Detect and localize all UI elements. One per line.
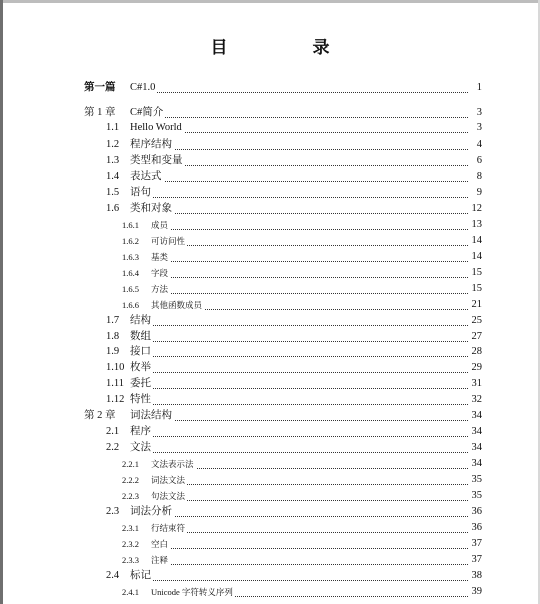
toc-entry-page: 38 xyxy=(470,568,483,584)
toc-leader-dots xyxy=(151,484,468,501)
toc-entry-number: 第一篇 xyxy=(84,82,116,93)
toc-entry-title: 委托 xyxy=(130,376,153,392)
toc-entry-number: 第 1 章 xyxy=(84,107,116,118)
toc-entry-title: 程序 xyxy=(130,424,153,440)
page-border-top xyxy=(0,0,540,3)
toc-leader-dots xyxy=(130,372,468,389)
toc-leader-dots xyxy=(151,245,468,262)
toc-entry-number: 1.12 xyxy=(106,394,125,405)
toc-entry-title: 类型和变量 xyxy=(130,153,185,169)
toc-leader-dots xyxy=(130,76,468,93)
toc-leader-dots xyxy=(151,452,468,469)
toc-entry-number: 2.3 xyxy=(106,506,120,517)
toc-leader-dots xyxy=(151,229,468,246)
toc-leader-dots xyxy=(130,500,468,517)
toc-entry-number: 2.3.3 xyxy=(122,555,139,565)
toc-entry-number: 1.6.6 xyxy=(122,300,139,310)
toc-entry-page: 28 xyxy=(470,344,483,360)
toc-leader-dots xyxy=(151,213,468,230)
toc-leader-dots xyxy=(130,197,468,214)
toc-entry-title: 类和对象 xyxy=(130,201,174,217)
toc-leader-dots xyxy=(130,564,468,581)
toc-entry-page: 8 xyxy=(475,169,482,185)
toc-entry-title: 表达式 xyxy=(130,169,164,185)
toc-entry-title: 枚举 xyxy=(130,360,153,376)
toc-entry-number: 第 2 章 xyxy=(84,410,116,421)
toc-entry-number: 1.6.5 xyxy=(122,284,139,294)
toc-entry-number: 1.2 xyxy=(106,139,120,150)
toc-entry-page: 14 xyxy=(470,233,483,249)
toc-entry-title: Hello World xyxy=(130,120,184,136)
toc-entry-page: 9 xyxy=(475,185,482,201)
toc-entry-number: 1.6.1 xyxy=(122,220,139,230)
toc-entry-title: 词法分析 xyxy=(130,504,174,520)
toc-entry-number: 1.9 xyxy=(106,346,120,357)
toc-leader-dots xyxy=(130,181,468,198)
toc-entry-title: 基类 xyxy=(151,249,170,265)
toc-entry-title: 数组 xyxy=(130,329,153,345)
toc-entry-page: 36 xyxy=(470,520,483,536)
toc-entry-number: 1.4 xyxy=(106,171,120,182)
toc-entry-page: 29 xyxy=(470,360,483,376)
toc-entry-number: 1.11 xyxy=(106,378,124,389)
toc-entry-number: 1.1 xyxy=(106,122,120,133)
toc-entry-title: 注释 xyxy=(151,552,170,568)
toc-leader-dots xyxy=(130,356,468,373)
toc-entry-title: 方法 xyxy=(151,281,170,297)
toc-entry-title: C#简介 xyxy=(130,105,165,121)
toc-entry xyxy=(0,584,540,600)
toc-entry-title: 其他函数成员 xyxy=(151,297,204,313)
toc-entry-page: 4 xyxy=(475,137,482,153)
toc-entry-page: 34 xyxy=(470,408,483,424)
toc-leader-dots xyxy=(130,404,468,421)
toc-leader-dots xyxy=(151,532,468,549)
toc-entry-page: 13 xyxy=(470,217,483,233)
toc-entry-number: 1.3 xyxy=(106,155,120,166)
toc-leader-dots xyxy=(130,420,468,437)
toc-leader-dots xyxy=(151,468,468,485)
toc-entry-page: 34 xyxy=(470,440,483,456)
toc-entry-page: 34 xyxy=(470,424,483,440)
toc-entry-title: 空白 xyxy=(151,536,170,552)
toc-entry-title: 字段 xyxy=(151,265,170,281)
toc-entry-page: 35 xyxy=(470,488,483,504)
toc-leader-dots xyxy=(130,340,468,357)
toc-entry-title: 行结束符 xyxy=(151,520,187,536)
toc-entry-page: 3 xyxy=(475,120,482,136)
toc-entry-number: 1.10 xyxy=(106,362,125,373)
toc-leader-dots xyxy=(151,516,468,533)
toc-entry-page: 37 xyxy=(470,552,483,568)
toc-entry-number: 1.5 xyxy=(106,187,120,198)
toc-entry-page: 15 xyxy=(470,281,483,297)
toc-entry-number: 2.2 xyxy=(106,442,120,453)
toc-leader-dots xyxy=(151,261,468,278)
toc-leader-dots xyxy=(130,309,468,326)
toc-entry-page: 3 xyxy=(475,105,482,121)
toc-entry-number: 1.6.4 xyxy=(122,268,139,278)
toc-entry-page: 39 xyxy=(470,584,483,600)
toc-leader-dots xyxy=(130,388,468,405)
toc-entry-number: 1.6.2 xyxy=(122,236,139,246)
toc-entry-page: 12 xyxy=(470,201,483,217)
toc-entry-title: C#1.0 xyxy=(130,80,157,96)
toc-entry-number: 1.6 xyxy=(106,203,120,214)
toc-entry-title: 文法 xyxy=(130,440,153,456)
toc-entry-number: 2.4 xyxy=(106,570,120,581)
toc-entry-page: 21 xyxy=(470,297,483,313)
toc-entry-page: 6 xyxy=(475,153,482,169)
toc-leader-dots xyxy=(151,548,468,565)
page-title: 目 录 xyxy=(210,38,364,57)
toc-entry-page: 1 xyxy=(475,80,482,96)
toc-entry-page: 14 xyxy=(470,249,483,265)
toc-entry-title: 可访问性 xyxy=(151,233,187,249)
toc-entry-title: 词法结构 xyxy=(130,408,174,424)
toc-entry-page: 15 xyxy=(470,265,483,281)
toc-entry-page: 27 xyxy=(470,329,483,345)
toc-entry-page: 31 xyxy=(470,376,483,392)
toc-entry-title: 程序结构 xyxy=(130,137,174,153)
toc-entry-title: 成员 xyxy=(151,217,170,233)
toc-entry-number: 2.2.2 xyxy=(122,475,139,485)
toc-entry-number: 1.8 xyxy=(106,331,120,342)
toc-entry-title: 接口 xyxy=(130,344,153,360)
toc-entry-title: 结构 xyxy=(130,313,153,329)
toc-entry-page: 32 xyxy=(470,392,483,408)
toc-entry-page: 25 xyxy=(470,313,483,329)
toc-leader-dots xyxy=(130,436,468,453)
toc-entry-number: 2.3.2 xyxy=(122,539,139,549)
toc-entry-title: 词法文法 xyxy=(151,472,187,488)
toc-entry-page: 34 xyxy=(470,456,483,472)
toc-entry-page: 36 xyxy=(470,504,483,520)
toc-entry-title: 特性 xyxy=(130,392,153,408)
toc-leader-dots xyxy=(130,165,468,182)
toc-entry-number: 2.2.3 xyxy=(122,491,139,501)
toc-entry-title: 标记 xyxy=(130,568,153,584)
toc-leader-dots xyxy=(151,277,468,294)
toc-entry-number: 2.2.1 xyxy=(122,459,139,469)
toc-entry-number: 1.6.3 xyxy=(122,252,139,262)
toc-entry-title: Unicode 字符转义序列 xyxy=(151,584,235,600)
toc-entry-title: 句法文法 xyxy=(151,488,187,504)
toc-entry-number: 2.1 xyxy=(106,426,120,437)
toc-entry-title: 语句 xyxy=(130,185,153,201)
toc-entry-number: 1.7 xyxy=(106,315,120,326)
toc-leader-dots xyxy=(130,133,468,150)
toc-entry-number: 2.3.1 xyxy=(122,523,139,533)
toc-entry-page: 35 xyxy=(470,472,483,488)
toc-entry-title: 文法表示法 xyxy=(151,456,196,472)
toc-entry-page: 37 xyxy=(470,536,483,552)
toc-entry-number: 2.4.1 xyxy=(122,587,139,597)
toc-entry xyxy=(0,80,540,96)
